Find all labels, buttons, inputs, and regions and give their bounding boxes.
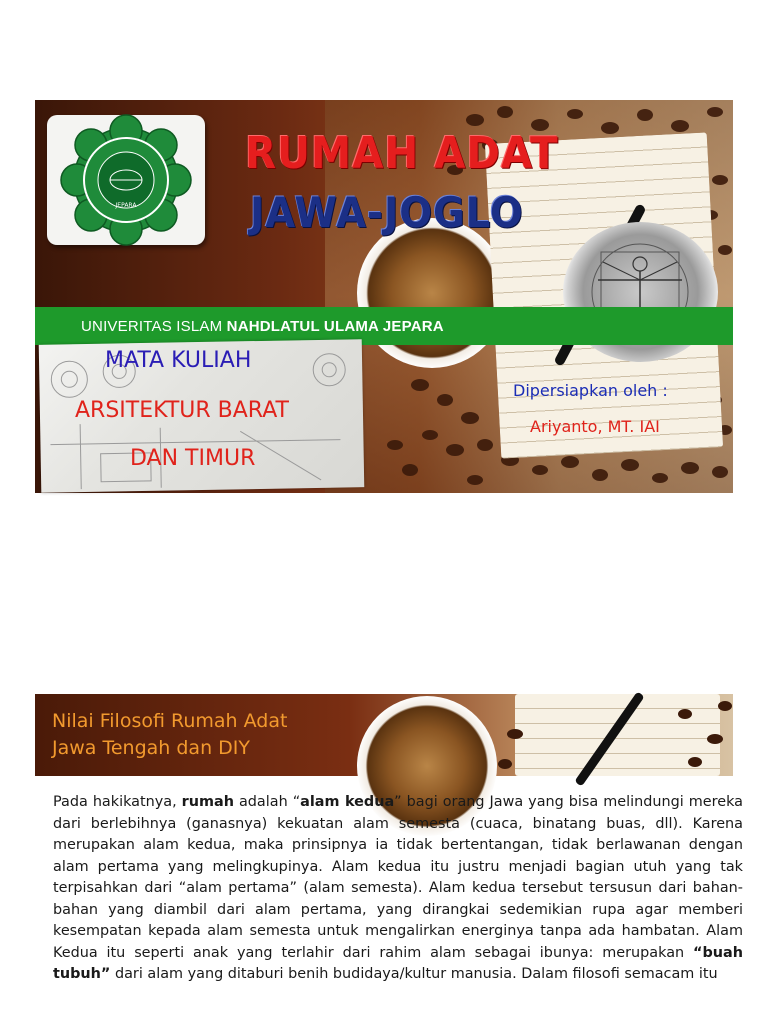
svg-text:JEPARA: JEPARA [115,202,137,209]
prepared-by-label: Dipersiapkan oleh : [513,381,668,400]
slide-title-line1: RUMAH ADAT [245,128,559,179]
course-label: MATA KULIAH [105,348,252,373]
university-name [81,318,444,335]
text-run: dari alam yang ditaburi benih budidaya/kultur manusia. Dalam filosofi semacam itu [110,966,718,982]
university-name-bold: NAHDLATUL ULAMA JEPARA [226,318,444,335]
slide-title [52,708,287,762]
course-name-line2: DAN TIMUR [130,446,256,471]
university-seal-icon [47,115,205,245]
text-run: adalah “ [233,794,301,810]
university-name-prefix: UNIVERITAS ISLAM [81,318,227,335]
slide-title-line2: JAWA-JOGLO [250,188,524,237]
author-name: Ariyanto, MT. IAI [530,417,660,436]
text-run: ” bagi orang Jawa yang bisa melindungi mereka dari berlebihnya (ganasnya) kekuatan alam semesta (cuaca, binatang buas, dll). Karena merupakan alam kedua, maka prinsipnya ia tidak bertentangan, tidak berlawanan dengan alam pertama yang melingkupinya. Alam kedua itu justru menjadi bagian utuh yang tak terpisahkan dari “alam pertama” (alam semesta). Alam kedua tersebut tersusun dari bahan-bahan yang diambil dari alam pertama, yang dirangkai sedemikian rupa agar memberi kesempatan kepada alam semesta untuk mengalirkan energinya tanpa ada hambatan. Alam Kedua itu seperti anak yang terlahir dari rahim alam sebagai ibunya: merupakan [53,794,743,961]
coffee-cup-image [357,218,507,368]
text-run-bold: “buah tubuh” [53,944,743,982]
slide-header [35,694,733,776]
content-slide [35,694,743,1024]
body-paragraph [53,792,743,986]
slide-title-line2: Jawa Tengah dan DIY [52,737,250,759]
text-run: Pada hakikatnya, [53,794,182,810]
course-name-line1: ARSITEKTUR BARAT [75,398,289,423]
text-run-bold: rumah [181,794,234,810]
text-run-bold: alam kedua [300,794,395,810]
title-slide [35,100,733,493]
university-logo [47,115,205,245]
slide-title-line1: Nilai Filosofi Rumah Adat [52,710,288,732]
